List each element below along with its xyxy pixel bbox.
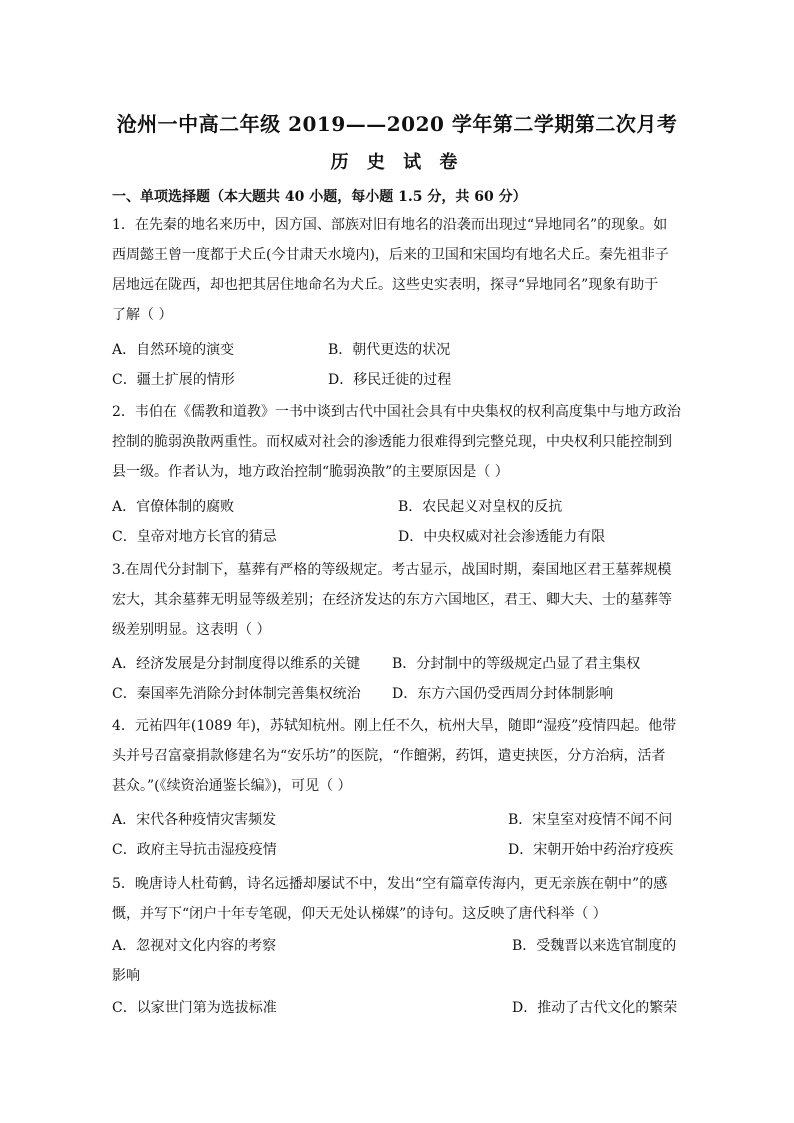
question-2-line-1: 2．韦伯在《儒教和道教》一书中谈到古代中国社会具有中央集权的权利高度集中与地方政治 xyxy=(112,404,681,420)
question-4-line-3: 甚众。”(《续资治通鉴长编》)，可见（ ） xyxy=(112,778,352,794)
question-1-option-a[interactable]: A．自然环境的演变 xyxy=(112,342,235,358)
question-5-option-c[interactable]: C．以家世门第为选拔标准 xyxy=(112,1000,277,1016)
question-5-option-a[interactable]: A．忽视对文化内容的考察 xyxy=(112,938,277,954)
question-2-line-2: 控制的脆弱涣散两重性。而权威对社会的渗透能力很难得到完整兑现，中央权利只能控制到 xyxy=(112,434,672,450)
exam-title: 沧州一中高二年级 2019——2020 学年第二学期第二次月考 xyxy=(116,112,678,136)
question-5-line-2: 慨，并写下“闭户十年专笔砚，仰天无处认梯媒”的诗句。这反映了唐代科举（ ） xyxy=(112,906,607,922)
question-3-option-a[interactable]: A．经济发展是分封制度得以维系的关键 xyxy=(112,656,361,672)
question-1-option-d[interactable]: D．移民迁徙的过程 xyxy=(328,372,452,388)
question-5-option-b-continued: 影响 xyxy=(112,968,140,984)
question-5-option-b[interactable]: B．受魏晋以来选官制度的 xyxy=(512,938,677,954)
question-4-line-2: 头并号召富豪捐款修建名为“安乐坊”的医院，“作饘粥，药饵，遣吏挟医，分方治病，活者 xyxy=(112,748,666,764)
question-1-line-4: 了解（ ） xyxy=(112,307,173,323)
question-2-line-3: 县一级。作者认为，地方政治控制“脆弱涣散”的主要原因是（ ） xyxy=(112,464,509,480)
question-3-option-d[interactable]: D．东方六国仍受西周分封体制影响 xyxy=(392,686,614,702)
question-4-option-d[interactable]: D．宋朝开始中药治疗疫疾 xyxy=(508,842,674,858)
question-5-option-d[interactable]: D．推动了古代文化的繁荣 xyxy=(512,1000,678,1016)
question-3-line-2: 宏大，其余墓葬无明显等级差别；在经济发达的东方六国地区，君王、卿大夫、士的墓葬等 xyxy=(112,592,672,608)
question-4-line-1: 4．元祐四年(1089 年)，苏轼知杭州。刚上任不久，杭州大旱，随即“湿疫”疫情四起。他带 xyxy=(112,718,677,734)
question-3-option-b[interactable]: B．分封制中的等级规定凸显了君主集权 xyxy=(392,656,641,672)
question-3-line-3: 级差别明显。这表明（ ） xyxy=(112,622,271,638)
question-2-option-b[interactable]: B．农民起义对皇权的反抗 xyxy=(398,499,563,515)
question-4-option-c[interactable]: C．政府主导抗击湿疫疫情 xyxy=(112,842,277,858)
question-1-line-1: 1．在先秦的地名来历中，因方国、部族对旧有地名的沿袭而出现过“异地同名”的现象。如 xyxy=(112,217,668,233)
question-1-option-c[interactable]: C．疆土扩展的情形 xyxy=(112,372,235,388)
question-2-option-d[interactable]: D．中央权威对社会渗透能力有限 xyxy=(398,529,606,545)
exam-subtitle: 历 史 试 卷 xyxy=(330,152,464,173)
question-3-option-c[interactable]: C．秦国率先消除分封体制完善集权统治 xyxy=(112,686,361,702)
question-1-option-b[interactable]: B．朝代更迭的状况 xyxy=(328,342,451,358)
question-2-option-a[interactable]: A．官僚体制的腐败 xyxy=(112,499,235,515)
question-1-line-2: 西周懿王曾一度都于犬丘(今甘肃天水境内)，后来的卫国和宋国均有地名犬丘。秦先祖非子 xyxy=(112,247,669,263)
question-1-line-3: 居地远在陇西，却也把其居住地命名为犬丘。这些史实表明，探寻“异地同名”现象有助于 xyxy=(112,277,659,293)
question-4-option-b[interactable]: B．宋皇室对疫情不闻不问 xyxy=(508,812,673,828)
question-4-option-a[interactable]: A．宋代各种疫情灾害频发 xyxy=(112,812,277,828)
question-3-line-1: 3.在周代分封制下，墓葬有严格的等级规定。考古显示，战国时期，秦国地区君王墓葬规模 xyxy=(112,562,672,578)
section-heading: 一、单项选择题（本大题共 40 小题，每小题 1.5 分，共 60 分） xyxy=(112,189,527,205)
question-2-option-c[interactable]: C．皇帝对地方长官的猜忌 xyxy=(112,529,277,545)
question-5-line-1: 5．晚唐诗人杜荀鹤，诗名远播却屡试不中，发出“空有篇章传海内，更无亲族在朝中”的感 xyxy=(112,876,668,892)
